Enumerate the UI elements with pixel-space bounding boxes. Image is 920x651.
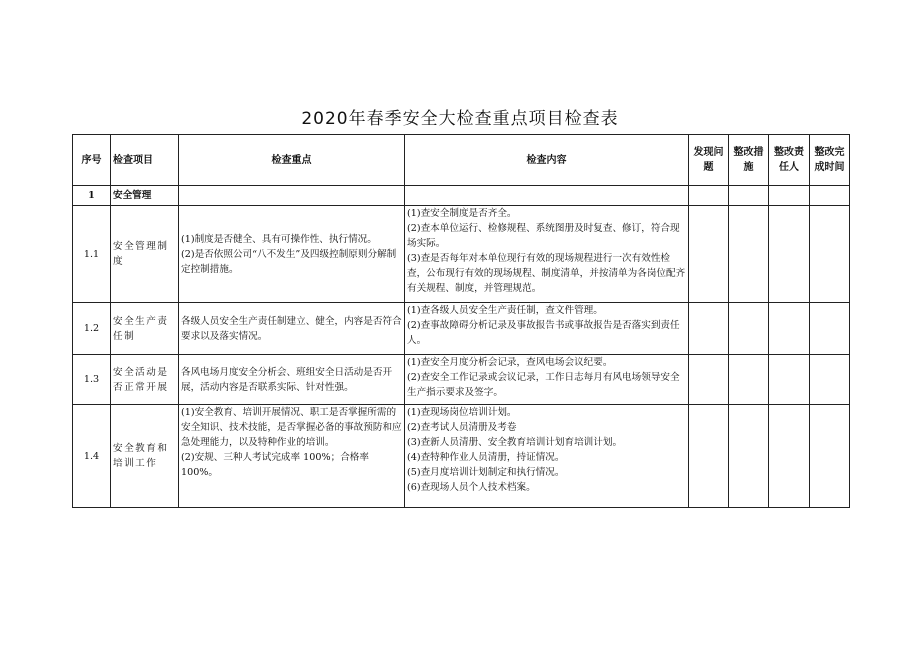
header-deadline: 整改完成时间 — [810, 135, 850, 186]
row-focus — [179, 206, 405, 303]
header-owner: 整改责任人 — [769, 135, 810, 186]
row-content — [405, 303, 689, 355]
header-problem: 发现问题 — [689, 135, 729, 186]
content-line: (5)查月度培训计划制定和执行情况。 — [407, 467, 565, 478]
row-content — [405, 355, 689, 405]
focus-line: 各级人员安全生产责任制建立、健全，内容是否符合要求以及落实情况。 — [181, 315, 402, 342]
row-seq: 1.4 — [73, 405, 111, 508]
content-line: (1)查现场岗位培训计划。 — [407, 407, 517, 418]
table-row — [73, 355, 850, 405]
header-focus: 检查重点 — [179, 135, 405, 186]
content-line: (1)查安全月度分析会记录，查风电场会议纪要。 — [407, 357, 613, 368]
focus-line: 各风电场月度安全分析会、班组安全日活动是否开展，活动内容是否联系实际、针对性强。 — [181, 366, 393, 393]
row-focus — [179, 355, 405, 405]
section-number: 1 — [73, 186, 111, 206]
content-line: (2)查事故障碍分析记录及事故报告书或事故报告是否落实到责任人。 — [407, 320, 680, 346]
row-focus — [179, 405, 405, 508]
content-line: (6)查现场人员个人技术档案。 — [407, 482, 536, 493]
row-content — [405, 405, 689, 508]
page-title: 2020年春季安全大检查重点项目检查表 — [301, 109, 619, 129]
content-line: (4)查特种作业人员清册，持证情况。 — [407, 452, 565, 463]
content-line: (1)查安全制度是否齐全。 — [407, 208, 517, 219]
content-line: (2)查本单位运行、检修规程、系统图册及时复查、修订，符合现场实际。 — [407, 223, 680, 249]
focus-line: (1)安全教育、培训开展情况、职工是否掌握所需的安全知识、技术技能，是否掌握必备的事故预防和应急处理能力，以及特种作业的培训。 — [181, 407, 402, 448]
section-row — [73, 186, 850, 206]
row-focus — [179, 303, 405, 355]
table-row — [73, 206, 850, 303]
focus-line: (1)制度是否健全、具有可操作性、执行情况。 — [181, 233, 377, 245]
header-measure: 整改措施 — [729, 135, 769, 186]
header-row — [73, 135, 850, 186]
row-item: 安全教育和培训工作 — [111, 405, 179, 508]
focus-line: (2)安规、三种人考试完成率 100%；合格率 100%。 — [181, 452, 369, 478]
row-content — [405, 206, 689, 303]
header-seq: 序号 — [73, 135, 111, 186]
content-line: (2)查安全工作记录或会议记录，工作日志每月有风电场领导安全生产指示要求及签字。 — [407, 372, 680, 398]
focus-line: (2)是否依照公司“八不发生”及四级控制原则分解制定控制措施。 — [181, 248, 397, 275]
table-row — [73, 405, 850, 508]
content-line: (2)查考试人员清册及考卷 — [407, 422, 517, 433]
row-item: 安全活动是否正常开展 — [111, 355, 179, 405]
inspection-table — [72, 134, 850, 508]
content-line: (3)查新人员清册、安全教育培训计划育培训计划。 — [407, 437, 623, 448]
content-line: (3)查是否每年对本单位现行有效的现场规程进行一次有效性检查，公布现行有效的现场规程、制度清单，并按清单为各岗位配齐有关规程、制度，并管理规范。 — [407, 253, 686, 294]
row-seq: 1.3 — [73, 355, 111, 405]
row-item: 安全管理制度 — [111, 206, 179, 303]
header-item: 检查项目 — [111, 135, 179, 186]
row-seq: 1.1 — [73, 206, 111, 303]
table-row — [73, 303, 850, 355]
row-item: 安全生产责任制 — [111, 303, 179, 355]
section-name: 安全管理 — [111, 186, 179, 206]
header-content: 检查内容 — [405, 135, 689, 186]
content-line: (1)查各级人员安全生产责任制，查文件管理。 — [407, 305, 603, 316]
row-seq: 1.2 — [73, 303, 111, 355]
